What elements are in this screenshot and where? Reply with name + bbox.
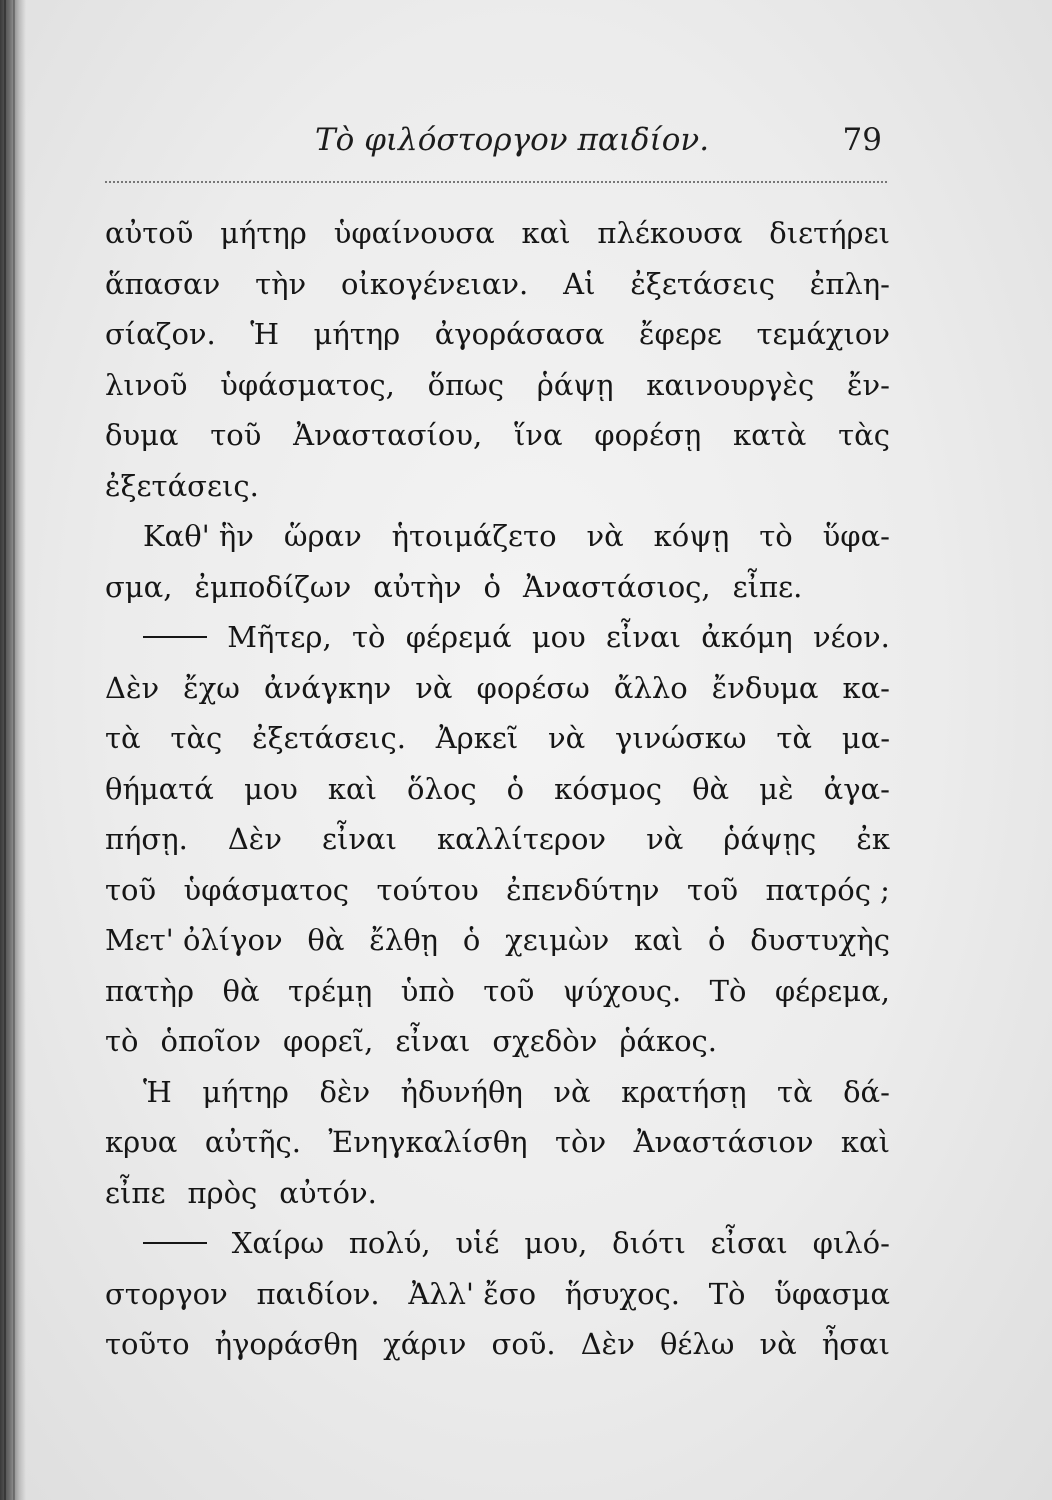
word: πλέκουσα bbox=[597, 216, 743, 250]
word: Ἡ bbox=[250, 317, 280, 351]
word: σοῦ. bbox=[491, 1327, 556, 1361]
word: τὰ bbox=[776, 721, 812, 755]
text-line bbox=[105, 511, 890, 562]
word: ἄλλο bbox=[613, 670, 688, 705]
text-line bbox=[105, 1218, 890, 1269]
word: εἶπε. bbox=[732, 569, 803, 604]
word: ὕφασμα bbox=[774, 1276, 890, 1311]
word: μου bbox=[243, 771, 298, 806]
word: μα- bbox=[841, 721, 890, 755]
text-line bbox=[105, 713, 890, 764]
word: ἔν- bbox=[846, 367, 890, 402]
text-line bbox=[105, 764, 890, 815]
word: καὶ bbox=[327, 771, 377, 806]
word: τοῦ bbox=[483, 973, 535, 1008]
word: οἰκογένειαν. bbox=[341, 266, 529, 301]
text-line bbox=[105, 208, 890, 259]
word: εἶναι bbox=[395, 1024, 471, 1058]
word: φέρεμα, bbox=[774, 973, 890, 1008]
word: τοῦτο bbox=[105, 1327, 190, 1361]
word: θὰ bbox=[222, 973, 260, 1008]
text-line bbox=[105, 865, 890, 916]
word: τὴν bbox=[255, 266, 307, 301]
word: θὰ bbox=[692, 771, 730, 806]
word: αὐτῆς. bbox=[204, 1125, 301, 1159]
word: ἐπλη- bbox=[809, 266, 890, 301]
word: Τὸ bbox=[709, 973, 747, 1008]
word: Δὲν bbox=[227, 822, 282, 856]
word: μου, bbox=[524, 1226, 588, 1260]
text-line bbox=[105, 259, 890, 310]
word: κα- bbox=[842, 670, 890, 705]
word: νὰ bbox=[415, 670, 453, 705]
text-line bbox=[105, 1117, 890, 1168]
word: διετήρει bbox=[769, 216, 890, 250]
text-line bbox=[105, 309, 890, 360]
word: χάριν bbox=[383, 1327, 467, 1361]
word: ὁ bbox=[506, 771, 525, 806]
body-text bbox=[105, 208, 890, 1370]
word: ὅπως bbox=[427, 367, 505, 402]
word: ἦσαι bbox=[821, 1327, 890, 1361]
word: καὶ bbox=[521, 216, 571, 250]
word: Καθ' ἣν bbox=[143, 519, 254, 553]
word: Αἱ bbox=[563, 266, 596, 301]
word: νὰ bbox=[548, 721, 586, 755]
word: τὰ bbox=[105, 721, 141, 755]
word: ὅλος bbox=[407, 771, 477, 806]
word: καὶ bbox=[840, 1125, 890, 1159]
word: υἱέ bbox=[455, 1226, 500, 1260]
word: ἡτοιμάζετο bbox=[391, 519, 557, 553]
word: πήσῃ. bbox=[105, 822, 188, 856]
word: ῥάψῃ bbox=[536, 367, 614, 402]
word: σίαζον. bbox=[105, 317, 216, 351]
word: ἀγα- bbox=[823, 771, 890, 806]
word: εἶπε bbox=[105, 1175, 166, 1210]
word: ἀγοράσασα bbox=[434, 317, 605, 351]
word: ἐξετάσεις. bbox=[105, 468, 259, 503]
word: φορεῖ, bbox=[282, 1024, 374, 1058]
word: ἠγοράσθη bbox=[214, 1327, 359, 1361]
word: τοῦ bbox=[686, 872, 739, 907]
word: τὰς bbox=[170, 721, 223, 755]
text-line bbox=[105, 966, 890, 1017]
word: αὐτόν. bbox=[279, 1175, 377, 1210]
word: πρὸς bbox=[187, 1175, 258, 1210]
word: λινοῦ bbox=[105, 367, 188, 402]
word: παιδίον. bbox=[256, 1276, 380, 1311]
word: ἀκόμη bbox=[701, 620, 793, 654]
word: κόσμος bbox=[554, 771, 663, 806]
word: Δὲν bbox=[105, 670, 160, 705]
word: φορέσω bbox=[476, 670, 590, 705]
word: ὁ bbox=[483, 569, 501, 604]
word: μου bbox=[531, 620, 586, 654]
word: τοῦ bbox=[105, 872, 157, 907]
word: θέλω bbox=[659, 1327, 735, 1361]
word: ὁποῖον bbox=[160, 1024, 261, 1058]
header-rule bbox=[105, 181, 887, 183]
word: νὰ bbox=[759, 1327, 797, 1361]
text-line bbox=[105, 1168, 890, 1219]
word: νὰ bbox=[553, 1074, 591, 1109]
text-line bbox=[105, 360, 890, 411]
word: Ἀρκεῖ bbox=[435, 721, 519, 755]
word: τὰ bbox=[776, 1074, 813, 1109]
word: ῥάψῃς bbox=[723, 822, 817, 856]
word: ἐπενδύτην bbox=[506, 872, 660, 907]
text-line bbox=[105, 915, 890, 966]
gutter-edge-line bbox=[4, 0, 6, 1500]
word: νέον. bbox=[812, 620, 890, 654]
dialogue-dash bbox=[143, 1242, 207, 1244]
word: αὐτὴν bbox=[373, 569, 462, 604]
word: ἐμποδίζων bbox=[194, 569, 352, 604]
text-line bbox=[105, 663, 890, 714]
word: Ἀλλ' ἔσο bbox=[408, 1276, 537, 1311]
text-line bbox=[105, 1016, 890, 1067]
word: τὰς bbox=[838, 418, 890, 452]
word: κόψῃ bbox=[653, 519, 730, 553]
word: ῥάκος. bbox=[619, 1024, 718, 1058]
word: εἶσαι bbox=[710, 1226, 788, 1260]
word: μήτηρ bbox=[202, 1074, 289, 1109]
word: αὐτοῦ bbox=[105, 216, 194, 250]
word: ἥσυχος. bbox=[564, 1276, 681, 1311]
word: κρυα bbox=[105, 1125, 178, 1159]
word: τρέμῃ bbox=[287, 973, 373, 1008]
word: ἀνάγκην bbox=[264, 670, 392, 705]
word: ὕφα- bbox=[822, 519, 890, 553]
word: θήματά bbox=[105, 771, 214, 806]
word: ἅπασαν bbox=[105, 266, 221, 301]
word: χειμὼν bbox=[505, 923, 610, 957]
text-line bbox=[105, 1067, 890, 1118]
word: ἔλθῃ bbox=[369, 923, 439, 957]
text-line bbox=[105, 1319, 890, 1370]
word: δυστυχὴς bbox=[750, 923, 890, 957]
word: μὲ bbox=[759, 771, 794, 806]
word: ὁ bbox=[462, 923, 481, 957]
word: νὰ bbox=[646, 822, 684, 856]
word: σχεδὸν bbox=[492, 1024, 598, 1058]
word: τούτου bbox=[376, 872, 479, 907]
word: τοῦ bbox=[210, 418, 262, 452]
word: ἐκ bbox=[856, 822, 890, 856]
word: φέρεμά bbox=[405, 620, 512, 654]
running-title: Τὸ φιλόστοργον παιδίον. bbox=[315, 122, 710, 158]
word: Ἀναστάσιος, bbox=[522, 569, 711, 604]
gutter-edge-line bbox=[13, 0, 15, 1500]
word: καινουργὲς bbox=[646, 367, 815, 402]
word: Ἐνηγκαλίσθη bbox=[328, 1125, 528, 1159]
word: εἶναι bbox=[606, 620, 682, 654]
word: τεμάχιον bbox=[756, 317, 890, 351]
word: πατρός ; bbox=[765, 872, 890, 907]
word: ὑπὸ bbox=[400, 973, 455, 1008]
word: μήτηρ bbox=[313, 317, 401, 351]
word: ὑφαίνουσα bbox=[333, 216, 495, 250]
text-line bbox=[105, 612, 890, 663]
word: ὁ bbox=[707, 923, 726, 957]
word: ὑφάσματος bbox=[183, 872, 350, 907]
word: μήτηρ bbox=[220, 216, 307, 250]
word: δά- bbox=[843, 1074, 890, 1109]
word: ὑφάσματος, bbox=[220, 367, 395, 402]
word: Ἀναστασίου, bbox=[293, 418, 483, 452]
word: ἔχω bbox=[183, 670, 240, 705]
page-number: 79 bbox=[842, 122, 882, 158]
word: ὥραν bbox=[283, 519, 362, 553]
word: νὰ bbox=[586, 519, 624, 553]
page-gutter-shadow bbox=[0, 0, 26, 1500]
word: δὲν bbox=[319, 1074, 371, 1109]
word: Μετ' ὀλίγον bbox=[105, 923, 283, 957]
text-line bbox=[105, 410, 890, 461]
word: στοργον bbox=[105, 1276, 228, 1311]
text-line bbox=[105, 562, 890, 613]
page-header bbox=[105, 122, 890, 170]
word: Ἀναστάσιον bbox=[633, 1125, 814, 1159]
word: Μῆτερ, bbox=[227, 620, 332, 654]
word: διότι bbox=[612, 1226, 686, 1260]
word: κατὰ bbox=[733, 418, 807, 452]
word: Χαίρω bbox=[231, 1226, 325, 1260]
word: Τὸ bbox=[708, 1276, 746, 1311]
word: φορέσῃ bbox=[594, 418, 702, 452]
word: τὸ bbox=[105, 1024, 139, 1058]
word: τὸ bbox=[351, 620, 386, 654]
word: ἵνα bbox=[513, 418, 563, 452]
word: καὶ bbox=[634, 923, 684, 957]
dialogue-dash bbox=[143, 636, 207, 638]
word: τὸν bbox=[555, 1125, 607, 1159]
word: σμα, bbox=[105, 569, 173, 604]
word: πολύ, bbox=[348, 1226, 431, 1260]
text-line bbox=[105, 461, 890, 512]
word: θὰ bbox=[307, 923, 345, 957]
word: Δὲν bbox=[580, 1327, 635, 1361]
word: ἔφερε bbox=[638, 317, 722, 351]
word: πατὴρ bbox=[105, 973, 195, 1008]
word: εἶναι bbox=[322, 822, 397, 856]
word: τὸ bbox=[759, 519, 793, 553]
word: κρατήσῃ bbox=[621, 1074, 747, 1109]
word: ἠδυνήθη bbox=[400, 1074, 523, 1109]
word: Ἡ bbox=[143, 1074, 172, 1109]
text-line bbox=[105, 1269, 890, 1320]
word: ἐξετάσεις bbox=[630, 266, 775, 301]
word: φιλό- bbox=[812, 1226, 890, 1260]
word: γινώσκω bbox=[615, 721, 747, 755]
text-line bbox=[105, 814, 890, 865]
word: ψύχους. bbox=[562, 973, 682, 1008]
word: καλλίτερον bbox=[437, 822, 607, 856]
word: ἔνδυμα bbox=[711, 670, 819, 705]
word: δυμα bbox=[105, 418, 179, 452]
word: ἐξετάσεις. bbox=[252, 721, 406, 755]
